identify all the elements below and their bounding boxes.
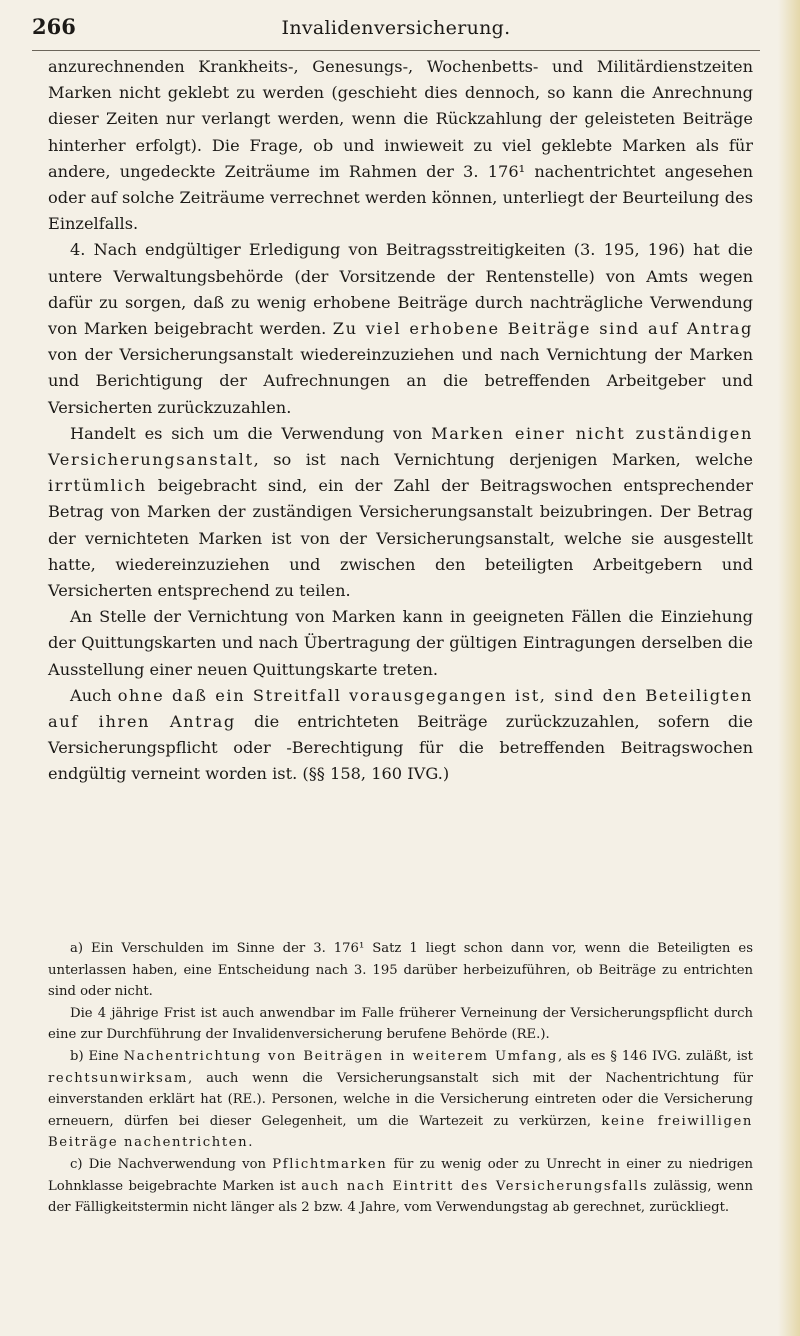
note-c <box>48 1154 753 1219</box>
note-a: a) Ein Verschulden im Sinne der 3. 176¹ Satz 1 liegt schon dann vor, wenn die Beteiligten es unterlassen haben, eine Entscheidung nach 3. 195 darüber herbeizuführen, ob Beiträge zu entrichten sind oder nicht. <box>48 941 753 1000</box>
note-text: für zu wenig oder zu Unrecht in einer zu niedrigen Lohnklasse beigebrachte Marken ist <box>48 1156 753 1194</box>
paragraph-text: Handelt es sich um die Verwendung von <box>70 423 432 443</box>
note-text: . <box>248 1135 253 1151</box>
page-number: 266 <box>32 14 76 39</box>
main-text <box>48 54 753 788</box>
running-title: Invalidenversicherung. <box>281 17 511 39</box>
page-header <box>32 14 760 44</box>
spaced-emphasis: rechtsunwirksam <box>48 1070 188 1086</box>
paragraph-wrong-agency <box>48 421 753 604</box>
note-text: c) Die Nachverwendung von <box>70 1156 273 1172</box>
page-edge-discoloration <box>778 0 800 1336</box>
note-text: b) Eine <box>70 1048 124 1064</box>
spaced-emphasis: Nachentrichtung von Beiträgen in weiterem Umfang <box>123 1048 558 1064</box>
annotations <box>48 938 753 1219</box>
note-text: , auch wenn die Versicherungsanstalt sich mit der Nachentrichtung für einverstanden erklärt hat (RE.). Personen, welche in die Versicherung eintreten oder die Versicherung erneuern, dürfen bei dieser Gelegenheit, um die Wartezeit zu verkürzen, <box>48 1070 753 1129</box>
spaced-emphasis: Zu viel erhobene Beiträge sind auf Antrag <box>332 319 753 339</box>
spaced-emphasis: auch nach Eintritt des Versicherungsfalls <box>301 1178 649 1194</box>
paragraph-continued: anzurechnenden Krankheits-, Genesungs-, Wochenbetts- und Militärdienstzeiten Marken nicht geklebt zu werden (geschieht dies dennoch, so kann die Anrechnung dieser Zeiten nur verlangt werden, wenn die Rückzahlung der geleisteten Beiträge hinterher erfolgt). Die Frage, ob und inwieweit zu viel geklebte Marken als für andere, ungedeckte Zeiträume im Rahmen der 3. 176¹ nachentrichtet angesehen oder auf solche Zeiträume verrechnet werden können, unterliegt der Beurteilung des Einzelfalls. <box>48 57 753 234</box>
spaced-emphasis: Marken einer nicht zuständigen Versicherungsanstalt <box>48 423 754 470</box>
paragraph-refund <box>48 683 753 788</box>
spaced-emphasis: ohne daß ein Streitfall vorausgegangen ist, sind den Beteiligten auf ihren Antrag <box>48 685 753 732</box>
paragraph-text: Auch <box>70 685 118 705</box>
paragraph-text: die entrichteten Beiträge zurückzuzahlen, sofern die Versicherungspflicht oder -Berechtigung für die betreffenden Beitragswochen endgültig verneint worden ist. (§§ 158, 160 IVG.) <box>48 712 753 784</box>
paragraph-text: von der Versicherungsanstalt wiedereinzuziehen und nach Vernichtung der Marken und Berichtigung der Aufrechnungen an die betreffenden Arbeitgeber und Versicherten zurückzuzahlen. <box>48 345 753 417</box>
note-b <box>48 1046 753 1154</box>
header-rule <box>32 50 760 51</box>
spaced-emphasis: Pflichtmarken <box>272 1156 388 1172</box>
paragraph-text: 4. Nach endgültiger Erledigung von Beitragsstreitigkeiten (3. 195, 196) hat die untere Verwaltungsbehörde (der Vorsitzende der Rentenstelle) von Amts wegen dafür zu sorgen, daß zu wenig erhobene Beiträge durch nachträgliche Verwendung von Marken beigebracht werden. <box>48 240 753 339</box>
spaced-emphasis: keine freiwilligen Beiträge nachentrichten <box>48 1113 753 1151</box>
paragraph-text: , so ist nach Vernichtung derjenigen Marken, welche <box>253 450 753 470</box>
note-a-continued: Die 4 jährige Frist ist auch anwendbar im Falle früherer Verneinung der Versicherungspflicht durch eine zur Durchführung der Invalidenversicherung berufene Behörde (RE.). <box>48 1005 753 1043</box>
spaced-emphasis: irrtümlich <box>48 476 147 496</box>
paragraph-card-replacement: An Stelle der Vernichtung von Marken kann in geeigneten Fällen die Einziehung der Quittungskarten und nach Übertragung der gültigen Eintragungen derselben die Ausstellung einer neuen Quittungskarte treten. <box>48 607 753 679</box>
note-text: , als es § 146 IVG. zuläßt, ist <box>557 1048 753 1064</box>
paragraph-text: beigebracht sind, ein der Zahl der Beitragswochen entsprechender Betrag von Marken der zuständigen Versicherungsanstalt beizubringen. Der Betrag der vernichteten Marken ist von der Versicherungsanstalt, welche sie ausgestellt hatte, wiedereinzuziehen und zwischen den beteiligten Arbeitgebern und Versicherten entsprechend zu teilen. <box>48 476 753 601</box>
paragraph-4 <box>48 237 753 420</box>
note-text: zulässig, wenn der Fälligkeitstermin nicht länger als 2 bzw. 4 Jahre, vom Verwendungstag ab gerechnet, zurückliegt. <box>48 1178 753 1216</box>
